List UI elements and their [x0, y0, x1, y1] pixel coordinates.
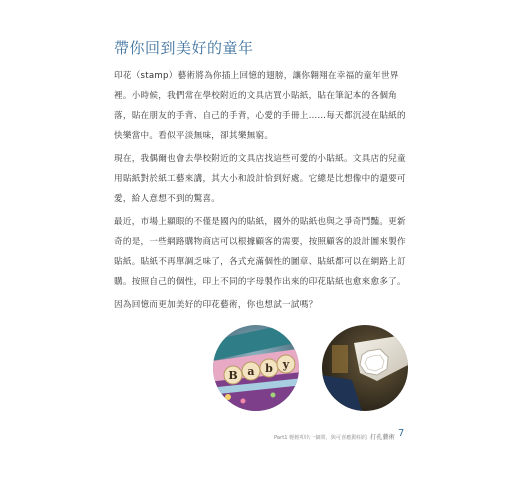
paragraph-3: 最近，市場上顯眼的不僅是國內的貼紙，國外的貼紙也與之爭奇鬥豔。更新奇的是，一些網路購物商店可以根據顧客的需要，按照顧客的設計圖來製作貼紙。貼紙不再單調乏味了，各式充滿個性的圖章、貼紙都可以在網路上訂購。按照自己的個性，印上不同的字母製作出來的印花貼紙也愈來愈多了。	[114, 217, 406, 287]
footer-chapter-title: 打孔藝術	[370, 434, 395, 441]
footer-caption: Part1 輕輕叩出一個問，與可喜應動相的	[274, 435, 368, 441]
punch-tool-photo	[322, 325, 408, 411]
paragraph-1: 印花（stamp）藝術將為你插上回憶的翅膀，讓你翱翔在幸福的童年世界裡。小時候，我們常在學校附近的文具店買小貼紙，貼在筆記本的各個角落，貼在朋友的手背、自己的手背，心愛的手冊上……每天都沉浸在貼紙的快樂當中。看似平淡無味，卻其樂無窮。	[114, 71, 406, 141]
letter-y: y	[282, 358, 290, 371]
letter-b1: B	[228, 369, 238, 382]
letter-a: a	[247, 365, 255, 378]
baby-sticker-photo	[213, 325, 299, 411]
body-text	[114, 66, 414, 318]
paragraph-4: 因為回憶而更加美好的印花藝術，你也想試一試嗎？	[114, 300, 318, 310]
page-footer	[274, 432, 395, 441]
section-title: 帶你回到美好的童年	[114, 39, 254, 57]
letter-b2: b	[265, 362, 273, 375]
page-number: 7	[398, 428, 405, 439]
paragraph-2: 現在，我偶爾也會去學校附近的文具店找這些可愛的小貼紙。文具店的兒童用貼紙對於紙工藝來講，其大小和設計恰到好處。它總是比想像中的還要可愛，給人意想不到的驚喜。	[114, 154, 406, 204]
